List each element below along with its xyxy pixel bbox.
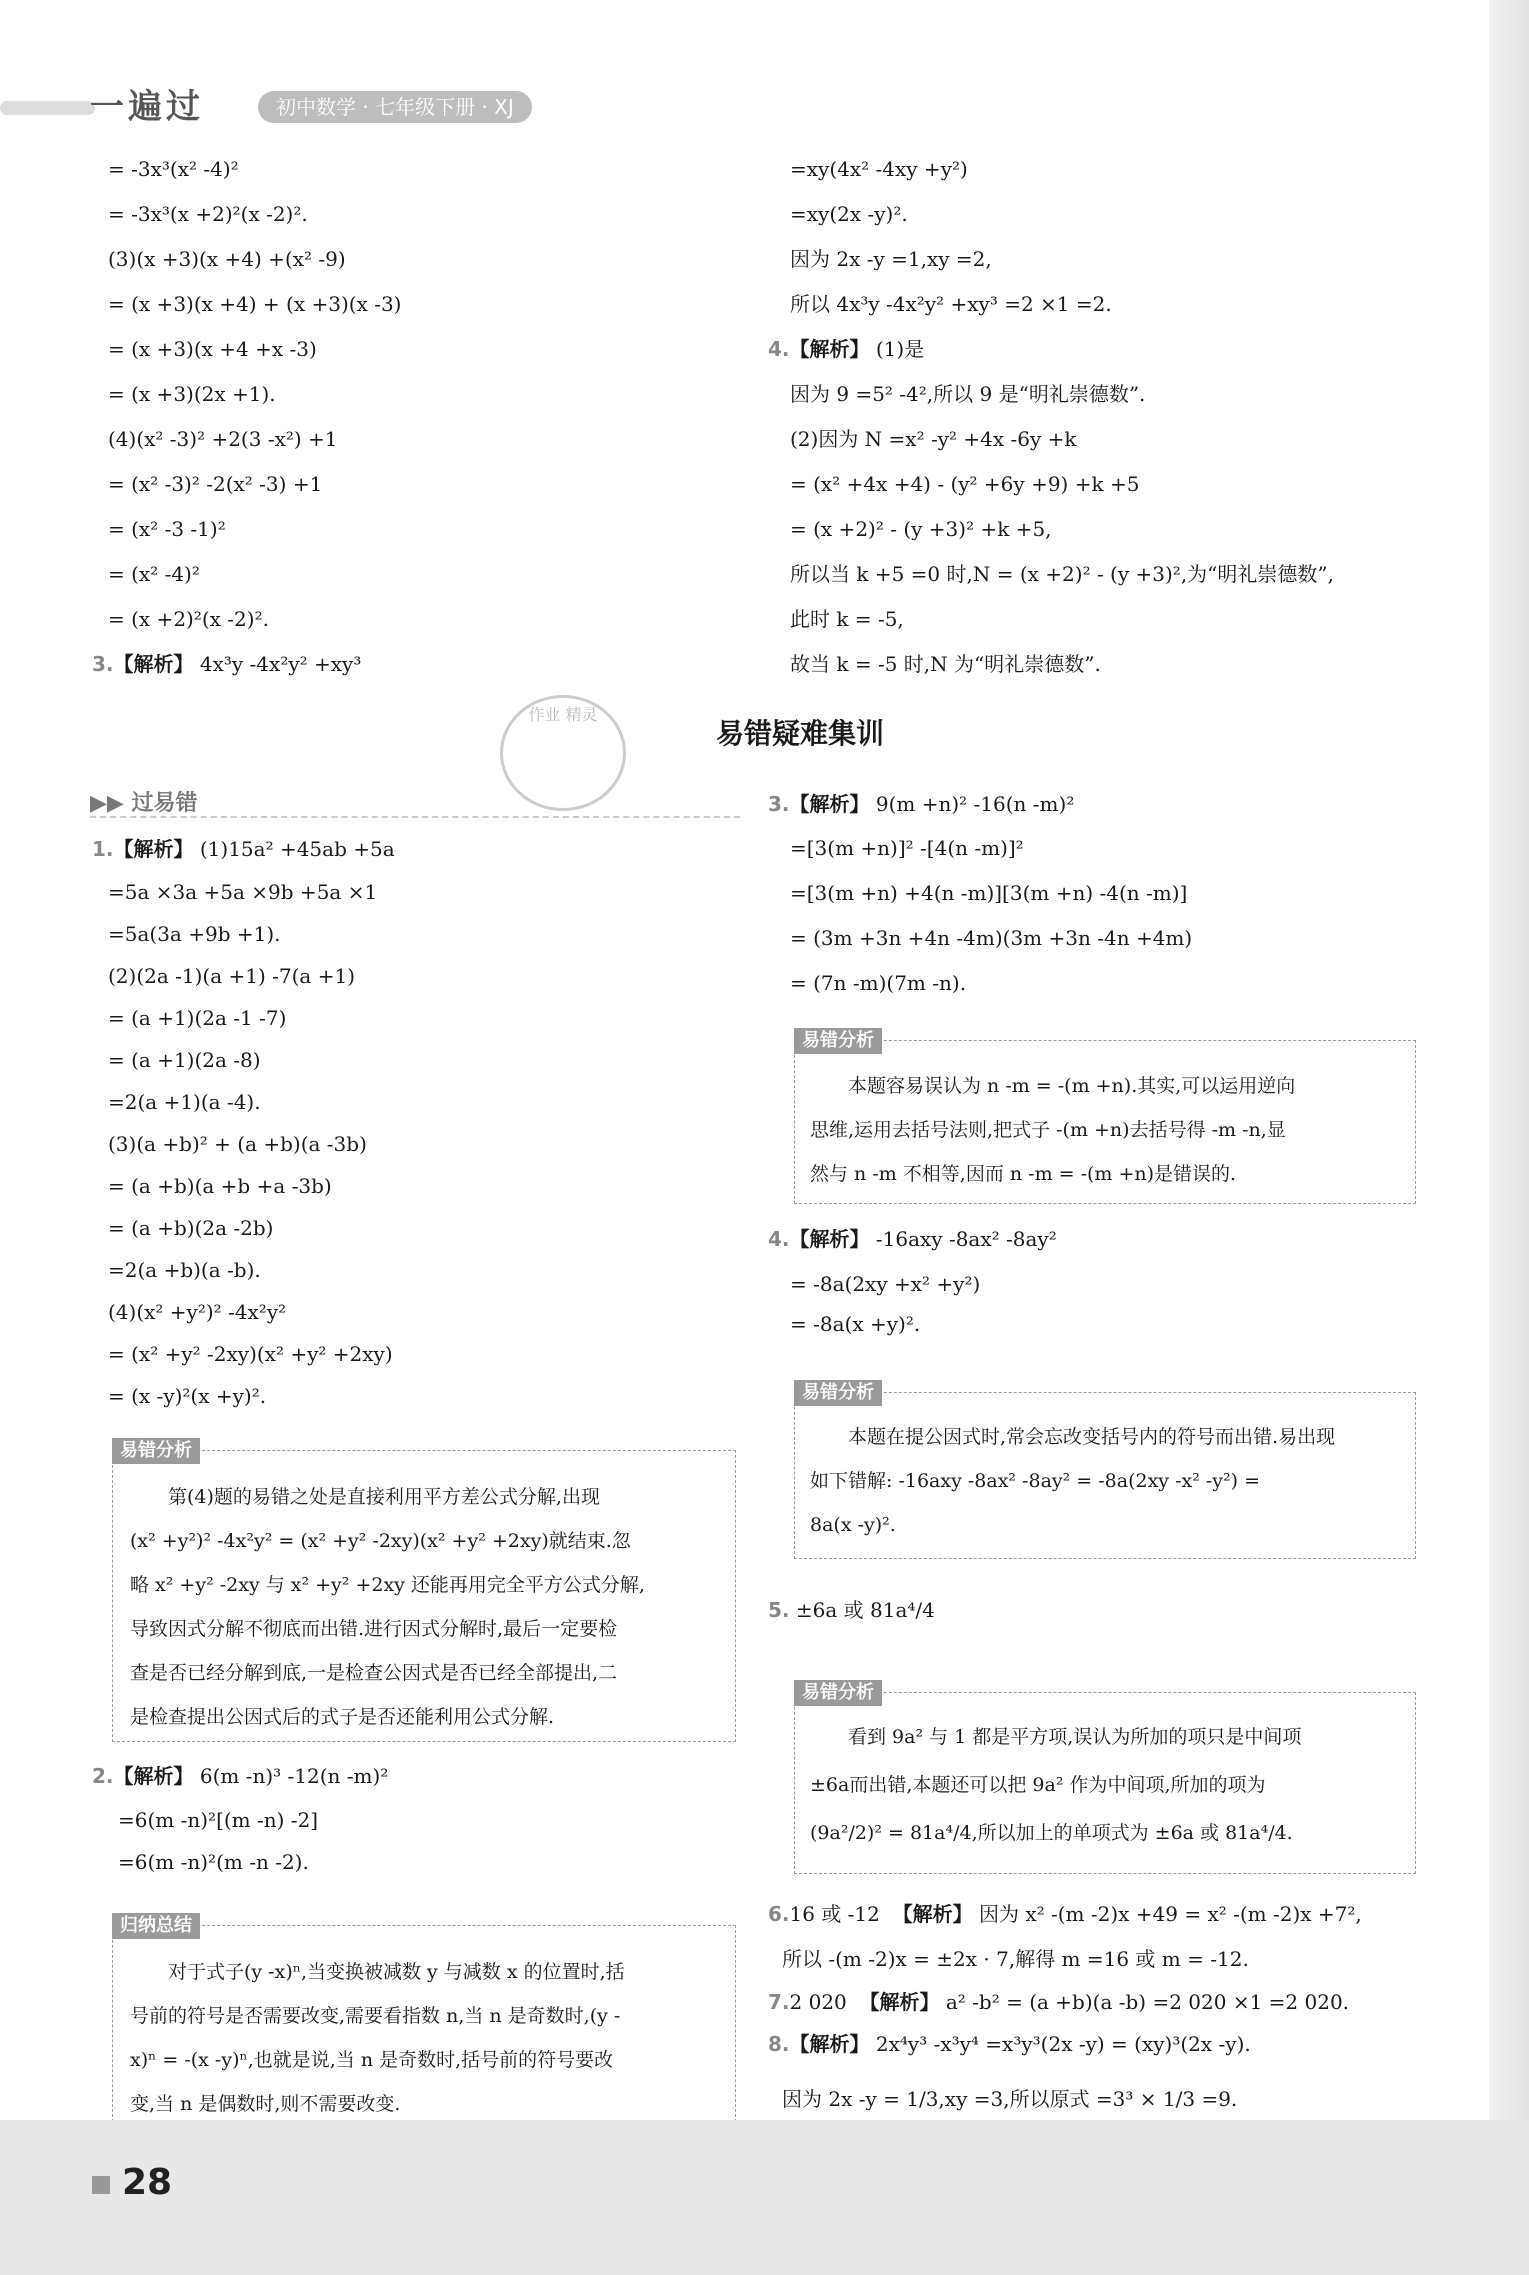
item-4-top <box>768 335 924 363</box>
solution-line: =xy(2x -y)². <box>790 202 908 226</box>
analysis-tag: 【解析】 <box>789 792 870 816</box>
watermark-stamp: 作业 精灵 <box>500 695 626 811</box>
box-line: (9a²/2)² = 81a⁴/4,所以加上的单项式为 ±6a 或 81a⁴/4. <box>810 1822 1293 1844</box>
solution-line: =6(m -n)²(m -n -2). <box>118 1850 309 1874</box>
solution-line: (3)(a +b)² + (a +b)(a -3b) <box>108 1132 367 1156</box>
box-line: 变,当 n 是偶数时,则不需要改变. <box>130 2093 401 2115</box>
solution-line: 因为 9 =5² -4²,所以 9 是“明礼崇德数”. <box>790 382 1146 406</box>
item-number: 3. <box>768 792 790 816</box>
item-number: 3. <box>92 652 114 676</box>
logo-bar <box>0 101 95 115</box>
question-6 <box>768 1900 1362 1928</box>
item-text: (1)15a² +45ab +5a <box>199 837 395 861</box>
box-line: 然与 n -m 不相等,因而 n -m = -(m +n)是错误的. <box>810 1163 1237 1185</box>
solution-line: =[3(m +n)]² -[4(n -m)]² <box>790 836 1024 860</box>
analysis-tag: 【解析】 <box>859 1990 940 2014</box>
question-2 <box>92 1762 388 1790</box>
box-line: 略 x² +y² -2xy 与 x² +y² +2xy 还能再用完全平方公式分解, <box>130 1574 645 1596</box>
solution-line: = (a +b)(2a -2b) <box>108 1216 274 1240</box>
item-number: 4. <box>768 337 790 361</box>
box-line: 导致因式分解不彻底而出错.进行因式分解时,最后一定要检 <box>130 1618 618 1640</box>
analysis-tag: 【解析】 <box>892 1902 973 1926</box>
item-text: 6(m -n)³ -12(n -m)² <box>199 1764 389 1788</box>
solution-line: = (a +1)(2a -1 -7) <box>108 1006 287 1030</box>
solution-line: 此时 k = -5, <box>790 607 904 631</box>
item-3-top <box>92 650 361 678</box>
solution-line: = -8a(x +y)². <box>790 1312 921 1336</box>
solution-line: =xy(4x² -4xy +y²) <box>790 157 968 181</box>
page-edge <box>1489 0 1529 2275</box>
solution-line: =5a(3a +9b +1). <box>108 922 281 946</box>
solution-line: (3)(x +3)(x +4) +(x² -9) <box>108 247 346 271</box>
box-line: 号前的符号是否需要改变,需要看指数 n,当 n 是奇数时,(y - <box>130 2005 621 2027</box>
solution-line: 所以 4x³y -4x²y² +xy³ =2 ×1 =2. <box>790 292 1112 316</box>
box-line: 对于式子(y -x)ⁿ,当变换被减数 y 与减数 x 的位置时,括 <box>130 1961 625 1983</box>
solution-line: = (x +3)(x +4) + (x +3)(x -3) <box>108 292 402 316</box>
solution-line: 所以当 k +5 =0 时,N = (x +2)² - (y +3)²,为“明礼崇德数”, <box>790 562 1334 586</box>
box-line: 思维,运用去括号法则,把式子 -(m +n)去括号得 -m -n,显 <box>810 1119 1286 1141</box>
solution-line: = (3m +3n +4n -4m)(3m +3n -4n +4m) <box>790 926 1193 950</box>
solution-line: = -8a(2xy +x² +y²) <box>790 1272 981 1296</box>
solution-line: = (x -y)²(x +y)². <box>108 1384 267 1408</box>
page-header <box>0 85 600 129</box>
question-5 <box>768 1596 935 1624</box>
box-line: 是检查提出公因式后的式子是否还能利用公式分解. <box>130 1706 555 1728</box>
analysis-tag: 【解析】 <box>113 652 194 676</box>
solution-line: =[3(m +n) +4(n -m)][3(m +n) -4(n -m)] <box>790 881 1188 905</box>
box-tag: 易错分析 <box>794 1680 882 1706</box>
solution-line: = (x² -3)² -2(x² -3) +1 <box>108 472 323 496</box>
box-line: 看到 9a² 与 1 都是平方项,误认为所加的项只是中间项 <box>810 1726 1302 1748</box>
analysis-tag: 【解析】 <box>113 837 194 861</box>
box-line: 如下错解: -16axy -8ax² -8ay² = -8a(2xy -x² -y²) = <box>810 1470 1261 1492</box>
solution-line: = (a +b)(a +b +a -3b) <box>108 1174 332 1198</box>
solution-line: (2)因为 N =x² -y² +4x -6y +k <box>790 427 1077 451</box>
subject-tag: 初中数学 · 七年级下册 · XJ <box>258 91 532 123</box>
solution-line: (2)(2a -1)(a +1) -7(a +1) <box>108 964 356 988</box>
page-marker-icon <box>92 2176 110 2194</box>
box-tag: 易错分析 <box>794 1380 882 1406</box>
item-text: 2x⁴y³ -x³y⁴ =x³y³(2x -y) = (xy)³(2x -y). <box>875 2032 1251 2056</box>
box-line: x)ⁿ = -(x -y)ⁿ,也就是说,当 n 是奇数时,括号前的符号要改 <box>130 2049 614 2071</box>
solution-line: = (x +3)(2x +1). <box>108 382 276 406</box>
question-3 <box>768 790 1074 818</box>
solution-line: 故当 k = -5 时,N 为“明礼崇德数”. <box>790 652 1101 676</box>
solution-line: = (a +1)(2a -8) <box>108 1048 261 1072</box>
question-1 <box>92 835 395 863</box>
item-text: 因为 x² -(m -2)x +49 = x² -(m -2)x +7², <box>978 1902 1362 1926</box>
question-6-line-2: 所以 -(m -2)x = ±2x · 7,解得 m =16 或 m = -12. <box>782 1947 1249 1971</box>
footer-band <box>0 2120 1529 2275</box>
analysis-tag: 【解析】 <box>789 2032 870 2056</box>
question-8 <box>768 2030 1251 2058</box>
solution-line: 因为 2x -y =1,xy =2, <box>790 247 992 271</box>
item-number: 1. <box>92 837 114 861</box>
box-line: (x² +y²)² -4x²y² = (x² +y² -2xy)(x² +y² +2xy)就结束.忽 <box>130 1530 631 1552</box>
sub-heading: ▶▶ 过易错 <box>90 786 740 818</box>
section-title: 易错疑难集训 <box>715 717 884 750</box>
box-tag: 易错分析 <box>794 1028 882 1054</box>
item-number: 5. <box>768 1598 790 1622</box>
solution-line: =2(a +1)(a -4). <box>108 1090 261 1114</box>
page-number: 28 <box>122 2162 173 2203</box>
answer: 2 020 <box>789 1990 847 2014</box>
item-text: 9(m +n)² -16(n -m)² <box>875 792 1075 816</box>
box-line: 查是否已经分解到底,一是检查公因式是否已经全部提出,二 <box>130 1662 618 1684</box>
solution-line: =2(a +b)(a -b). <box>108 1258 261 1282</box>
sub-heading-text: 过易错 <box>131 791 198 816</box>
item-text: -16axy -8ax² -8ay² <box>875 1227 1057 1251</box>
item-text: ±6a 或 81a⁴/4 <box>795 1598 935 1622</box>
solution-line: (4)(x² +y²)² -4x²y² <box>108 1300 287 1324</box>
solution-line: =6(m -n)²[(m -n) -2] <box>118 1808 319 1832</box>
box-line: 第(4)题的易错之处是直接利用平方差公式分解,出现 <box>130 1486 600 1508</box>
solution-line: (4)(x² -3)² +2(3 -x²) +1 <box>108 427 338 451</box>
analysis-tag: 【解析】 <box>789 1227 870 1251</box>
analysis-tag: 【解析】 <box>113 1764 194 1788</box>
solution-line: = (x² -3 -1)² <box>108 517 226 541</box>
solution-line: = (x +2)²(x -2)². <box>108 607 269 631</box>
item-text: (1)是 <box>875 337 925 361</box>
answer: 16 或 -12 <box>789 1902 880 1926</box>
solution-line: = -3x³(x +2)²(x -2)². <box>108 202 308 226</box>
brand-logo: 一遍过 <box>90 87 204 127</box>
analysis-tag: 【解析】 <box>789 337 870 361</box>
item-number: 6. <box>768 1902 790 1926</box>
solution-line: = (x² +4x +4) - (y² +6y +9) +k +5 <box>790 472 1140 496</box>
question-4 <box>768 1225 1057 1253</box>
box-line: 8a(x -y)². <box>810 1514 896 1536</box>
box-tag: 归纳总结 <box>112 1913 200 1939</box>
solution-line: = (x +2)² - (y +3)² +k +5, <box>790 517 1052 541</box>
item-number: 2. <box>92 1764 114 1788</box>
solution-line: = (x +3)(x +4 +x -3) <box>108 337 317 361</box>
solution-line: = (7n -m)(7m -n). <box>790 971 967 995</box>
question-7 <box>768 1988 1349 2016</box>
box-line: 本题容易误认为 n -m = -(m +n).其实,可以运用逆向 <box>810 1075 1296 1097</box>
box-line: ±6a而出错,本题还可以把 9a² 作为中间项,所加的项为 <box>810 1774 1266 1796</box>
item-text: a² -b² = (a +b)(a -b) =2 020 ×1 =2 020. <box>945 1990 1350 2014</box>
solution-line: =5a ×3a +5a ×9b +5a ×1 <box>108 880 378 904</box>
item-number: 7. <box>768 1990 790 2014</box>
solution-line: = -3x³(x² -4)² <box>108 157 239 181</box>
question-8-line-2: 因为 2x -y = 1/3,xy =3,所以原式 =3³ × 1/3 =9. <box>782 2087 1238 2111</box>
box-line: 本题在提公因式时,常会忘改变括号内的符号而出错.易出现 <box>810 1426 1336 1448</box>
box-tag: 易错分析 <box>112 1438 200 1464</box>
solution-line: = (x² +y² -2xy)(x² +y² +2xy) <box>108 1342 393 1366</box>
item-text: 4x³y -4x²y² +xy³ <box>199 652 362 676</box>
item-number: 8. <box>768 2032 790 2056</box>
item-number: 4. <box>768 1227 790 1251</box>
solution-line: = (x² -4)² <box>108 562 200 586</box>
